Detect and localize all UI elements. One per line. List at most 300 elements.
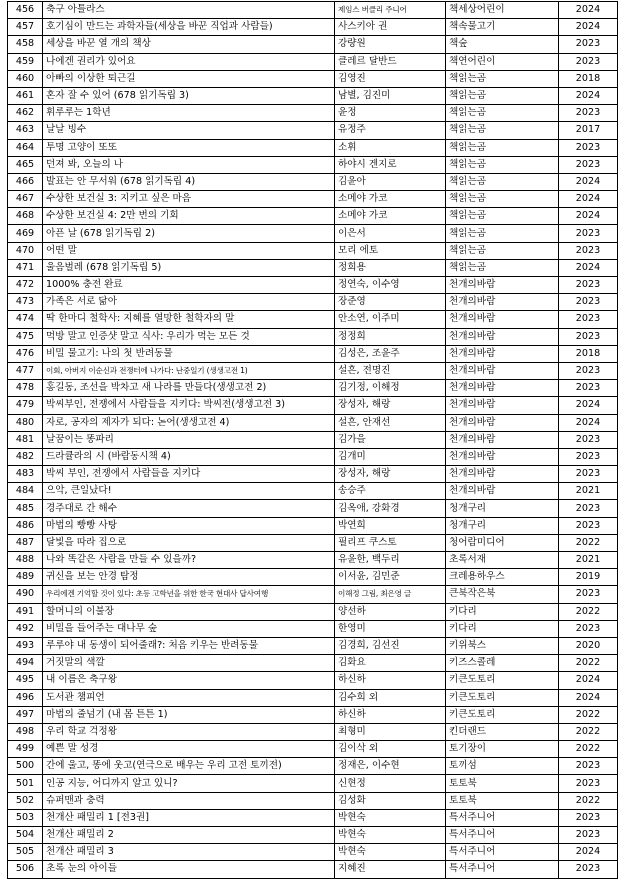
book-title-cell: 귀신을 보는 안경 탐정 bbox=[43, 569, 335, 586]
table-row bbox=[8, 225, 618, 242]
book-title-cell: 비밀을 들어주는 대나무 숲 bbox=[43, 620, 335, 637]
year-cell: 2023 bbox=[559, 242, 618, 259]
table-row bbox=[8, 844, 618, 861]
publisher-cell: 청개구리 bbox=[446, 500, 559, 517]
author-cell: 정연숙, 이수영 bbox=[335, 277, 446, 294]
book-title-cell: 거짓말의 색깔 bbox=[43, 655, 335, 672]
row-number-cell: 498 bbox=[8, 723, 43, 740]
author-cell: 사스키아 권 bbox=[335, 19, 446, 36]
row-number-cell: 488 bbox=[8, 552, 43, 569]
year-cell: 2023 bbox=[559, 380, 618, 397]
publisher-cell: 큰북작은북 bbox=[446, 586, 559, 603]
year-cell: 2023 bbox=[559, 586, 618, 603]
table-row bbox=[8, 517, 618, 534]
author-cell: 박연희 bbox=[335, 517, 446, 534]
author-cell: 안소연, 이주미 bbox=[335, 311, 446, 328]
table-row bbox=[8, 792, 618, 809]
row-number-cell: 502 bbox=[8, 792, 43, 809]
author-cell: 박현숙 bbox=[335, 809, 446, 826]
book-title-cell: 나와 똑같은 사람을 만들 수 있을까? bbox=[43, 552, 335, 569]
book-title-cell: 자로, 공자의 제자가 되다: 논어(생생고전 4) bbox=[43, 414, 335, 431]
author-cell: 하신하 bbox=[335, 672, 446, 689]
author-cell: 모리 에토 bbox=[335, 242, 446, 259]
publisher-cell: 토토북 bbox=[446, 775, 559, 792]
row-number-cell: 472 bbox=[8, 277, 43, 294]
table-row bbox=[8, 758, 618, 775]
row-number-cell: 467 bbox=[8, 191, 43, 208]
row-number-cell: 489 bbox=[8, 569, 43, 586]
year-cell: 2023 bbox=[559, 53, 618, 70]
year-cell: 2018 bbox=[559, 70, 618, 87]
year-cell: 2022 bbox=[559, 706, 618, 723]
row-number-cell: 474 bbox=[8, 311, 43, 328]
book-title-cell: 1000% 충전 완료 bbox=[43, 277, 335, 294]
author-cell: 정희용 bbox=[335, 259, 446, 276]
book-title-cell: 혼자 잘 수 있어 (678 읽기독립 3) bbox=[43, 87, 335, 104]
author-cell: 장성자, 해랑 bbox=[335, 466, 446, 483]
table-row bbox=[8, 397, 618, 414]
row-number-cell: 469 bbox=[8, 225, 43, 242]
publisher-cell: 천개의바람 bbox=[446, 294, 559, 311]
book-title-cell: 할머니의 이불장 bbox=[43, 603, 335, 620]
row-number-cell: 496 bbox=[8, 689, 43, 706]
publisher-cell: 키위북스 bbox=[446, 637, 559, 654]
year-cell: 2022 bbox=[559, 603, 618, 620]
publisher-cell: 책읽는곰 bbox=[446, 191, 559, 208]
publisher-cell: 키즈스콜레 bbox=[446, 655, 559, 672]
year-cell: 2022 bbox=[559, 723, 618, 740]
row-number-cell: 482 bbox=[8, 448, 43, 465]
table-row bbox=[8, 706, 618, 723]
book-title-cell: 날날 빙수 bbox=[43, 122, 335, 139]
table-row bbox=[8, 552, 618, 569]
publisher-cell: 토기장이 bbox=[446, 741, 559, 758]
publisher-cell: 천개의바람 bbox=[446, 397, 559, 414]
publisher-cell: 책읽는곰 bbox=[446, 173, 559, 190]
book-title-cell: 휘루루는 1학년 bbox=[43, 105, 335, 122]
table-row bbox=[8, 569, 618, 586]
book-title-cell: 천개산 패밀리 3 bbox=[43, 844, 335, 861]
row-number-cell: 499 bbox=[8, 741, 43, 758]
year-cell: 2023 bbox=[559, 620, 618, 637]
year-cell: 2024 bbox=[559, 19, 618, 36]
publisher-cell: 천개의바람 bbox=[446, 311, 559, 328]
book-title-cell: 수상한 보건실 4: 2만 번의 기회 bbox=[43, 208, 335, 225]
author-cell: 하야시 겐지로 bbox=[335, 156, 446, 173]
year-cell: 2023 bbox=[559, 139, 618, 156]
table-row bbox=[8, 70, 618, 87]
book-title-cell: 어떤 말 bbox=[43, 242, 335, 259]
table-row bbox=[8, 500, 618, 517]
row-number-cell: 500 bbox=[8, 758, 43, 775]
publisher-cell: 책세상어린이 bbox=[446, 2, 559, 19]
row-number-cell: 468 bbox=[8, 208, 43, 225]
row-number-cell: 479 bbox=[8, 397, 43, 414]
row-number-cell: 497 bbox=[8, 706, 43, 723]
table-row bbox=[8, 672, 618, 689]
row-number-cell: 460 bbox=[8, 70, 43, 87]
row-number-cell: 504 bbox=[8, 827, 43, 844]
row-number-cell: 473 bbox=[8, 294, 43, 311]
book-title-cell: 내 이름은 축구왕 bbox=[43, 672, 335, 689]
book-list-body bbox=[8, 2, 618, 879]
book-title-cell: 울음벌레 (678 읽기독립 5) bbox=[43, 259, 335, 276]
author-cell: 김개미 bbox=[335, 448, 446, 465]
publisher-cell: 책읽는곰 bbox=[446, 242, 559, 259]
year-cell: 2023 bbox=[559, 448, 618, 465]
year-cell: 2024 bbox=[559, 87, 618, 104]
publisher-cell: 천개의바람 bbox=[446, 431, 559, 448]
row-number-cell: 487 bbox=[8, 534, 43, 551]
book-list-table bbox=[7, 1, 618, 879]
table-row bbox=[8, 534, 618, 551]
year-cell: 2024 bbox=[559, 259, 618, 276]
year-cell: 2023 bbox=[559, 827, 618, 844]
row-number-cell: 492 bbox=[8, 620, 43, 637]
publisher-cell: 키다리 bbox=[446, 620, 559, 637]
table-row bbox=[8, 259, 618, 276]
publisher-cell: 책속물고기 bbox=[446, 19, 559, 36]
book-title-cell: 가족은 서로 닮아 bbox=[43, 294, 335, 311]
row-number-cell: 478 bbox=[8, 380, 43, 397]
row-number-cell: 471 bbox=[8, 259, 43, 276]
author-cell: 소메야 가코 bbox=[335, 191, 446, 208]
year-cell: 2023 bbox=[559, 328, 618, 345]
row-number-cell: 486 bbox=[8, 517, 43, 534]
book-title-cell: 박씨 부인, 전쟁에서 사람들을 지키다 bbox=[43, 466, 335, 483]
year-cell: 2024 bbox=[559, 844, 618, 861]
publisher-cell: 책읽는곰 bbox=[446, 87, 559, 104]
book-title-cell: 호기심이 만드는 과학자들(세상을 바꾼 직업과 사람들) bbox=[43, 19, 335, 36]
table-row bbox=[8, 345, 618, 362]
table-row bbox=[8, 139, 618, 156]
year-cell: 2023 bbox=[559, 861, 618, 878]
row-number-cell: 463 bbox=[8, 122, 43, 139]
author-cell: 정정희 bbox=[335, 328, 446, 345]
table-row bbox=[8, 620, 618, 637]
table-row bbox=[8, 483, 618, 500]
author-cell: 김경희, 김선진 bbox=[335, 637, 446, 654]
book-title-cell: 마법의 빵빵 사탕 bbox=[43, 517, 335, 534]
year-cell: 2023 bbox=[559, 809, 618, 826]
book-title-cell: 투명 고양이 또또 bbox=[43, 139, 335, 156]
row-number-cell: 481 bbox=[8, 431, 43, 448]
book-title-cell: 슈퍼맨과 충력 bbox=[43, 792, 335, 809]
year-cell: 2018 bbox=[559, 345, 618, 362]
row-number-cell: 501 bbox=[8, 775, 43, 792]
year-cell: 2024 bbox=[559, 672, 618, 689]
year-cell: 2023 bbox=[559, 225, 618, 242]
publisher-cell: 천개의바람 bbox=[446, 448, 559, 465]
book-title-cell: 먹방 말고 인증샷 말고 식사: 우리가 먹는 모든 것 bbox=[43, 328, 335, 345]
table-row bbox=[8, 53, 618, 70]
publisher-cell: 키큰도토리 bbox=[446, 706, 559, 723]
author-cell: 최형미 bbox=[335, 723, 446, 740]
table-row bbox=[8, 122, 618, 139]
table-row bbox=[8, 105, 618, 122]
author-cell: 김성화 bbox=[335, 792, 446, 809]
year-cell: 2023 bbox=[559, 500, 618, 517]
row-number-cell: 494 bbox=[8, 655, 43, 672]
row-number-cell: 505 bbox=[8, 844, 43, 861]
year-cell: 2022 bbox=[559, 655, 618, 672]
publisher-cell: 키큰도토리 bbox=[446, 689, 559, 706]
author-cell: 정재은, 이수현 bbox=[335, 758, 446, 775]
book-title-cell: 세상을 바꾼 열 개의 책상 bbox=[43, 36, 335, 53]
table-row bbox=[8, 827, 618, 844]
year-cell: 2024 bbox=[559, 689, 618, 706]
table-row bbox=[8, 775, 618, 792]
publisher-cell: 천개의바람 bbox=[446, 414, 559, 431]
book-title-cell: 달빛을 따라 집으로 bbox=[43, 534, 335, 551]
book-title-cell: 루루야 내 동생이 되어줄래?: 처음 키우는 반려동물 bbox=[43, 637, 335, 654]
table-row bbox=[8, 741, 618, 758]
year-cell: 2023 bbox=[559, 156, 618, 173]
publisher-cell: 책읽는곰 bbox=[446, 208, 559, 225]
table-row bbox=[8, 466, 618, 483]
table-row bbox=[8, 191, 618, 208]
author-cell: 김옥애, 강화경 bbox=[335, 500, 446, 517]
author-cell: 김윤아 bbox=[335, 173, 446, 190]
book-title-cell: 으악, 큰일났다! bbox=[43, 483, 335, 500]
row-number-cell: 495 bbox=[8, 672, 43, 689]
publisher-cell: 천개의바람 bbox=[446, 380, 559, 397]
author-cell: 김성은, 조윤주 bbox=[335, 345, 446, 362]
publisher-cell: 천개의바람 bbox=[446, 362, 559, 379]
publisher-cell: 책읽는곰 bbox=[446, 156, 559, 173]
book-title-cell: 경주대로 간 해수 bbox=[43, 500, 335, 517]
row-number-cell: 483 bbox=[8, 466, 43, 483]
year-cell: 2023 bbox=[559, 362, 618, 379]
author-cell: 설흔, 전명진 bbox=[335, 362, 446, 379]
author-cell: 소휘 bbox=[335, 139, 446, 156]
publisher-cell: 특서주니어 bbox=[446, 809, 559, 826]
book-title-cell: 딱 한마디 철학사: 지혜를 열망한 철학자의 말 bbox=[43, 311, 335, 328]
author-cell: 강량원 bbox=[335, 36, 446, 53]
table-row bbox=[8, 19, 618, 36]
book-title-cell: 나에겐 권리가 있어요 bbox=[43, 53, 335, 70]
publisher-cell: 토토북 bbox=[446, 792, 559, 809]
publisher-cell: 천개의바람 bbox=[446, 466, 559, 483]
author-cell: 박현숙 bbox=[335, 827, 446, 844]
row-number-cell: 466 bbox=[8, 173, 43, 190]
book-title-cell: 초록 눈의 아이들 bbox=[43, 861, 335, 878]
author-cell: 김화요 bbox=[335, 655, 446, 672]
table-row bbox=[8, 637, 618, 654]
book-title-cell: 이회, 아버지 이순신과 전쟁터에 나가다: 난중일기 (생생고전 1) bbox=[43, 362, 335, 379]
author-cell: 송승주 bbox=[335, 483, 446, 500]
publisher-cell: 초록서재 bbox=[446, 552, 559, 569]
table-row bbox=[8, 208, 618, 225]
row-number-cell: 490 bbox=[8, 586, 43, 603]
publisher-cell: 책연어린이 bbox=[446, 53, 559, 70]
publisher-cell: 책읽는곰 bbox=[446, 139, 559, 156]
year-cell: 2023 bbox=[559, 775, 618, 792]
year-cell: 2023 bbox=[559, 294, 618, 311]
year-cell: 2023 bbox=[559, 517, 618, 534]
year-cell: 2021 bbox=[559, 552, 618, 569]
publisher-cell: 청개구리 bbox=[446, 517, 559, 534]
row-number-cell: 465 bbox=[8, 156, 43, 173]
author-cell: 박현숙 bbox=[335, 844, 446, 861]
book-title-cell: 간에 울고, 똥에 웃고(연극으로 배우는 우리 고전 토끼전) bbox=[43, 758, 335, 775]
table-row bbox=[8, 362, 618, 379]
author-cell: 설흔, 안재선 bbox=[335, 414, 446, 431]
row-number-cell: 493 bbox=[8, 637, 43, 654]
author-cell: 남별, 김진미 bbox=[335, 87, 446, 104]
book-title-cell: 천개산 패밀리 1 [전3권] bbox=[43, 809, 335, 826]
table-row bbox=[8, 603, 618, 620]
book-title-cell: 홍길동, 조선을 박차고 새 나라를 만들다(생생고전 2) bbox=[43, 380, 335, 397]
table-row bbox=[8, 380, 618, 397]
publisher-cell: 특서주니어 bbox=[446, 827, 559, 844]
table-row bbox=[8, 328, 618, 345]
table-row bbox=[8, 242, 618, 259]
publisher-cell: 천개의바람 bbox=[446, 483, 559, 500]
book-title-cell: 드라큘라의 시 (바람동시책 4) bbox=[43, 448, 335, 465]
table-row bbox=[8, 2, 618, 19]
year-cell: 2024 bbox=[559, 397, 618, 414]
publisher-cell: 천개의바람 bbox=[446, 345, 559, 362]
row-number-cell: 484 bbox=[8, 483, 43, 500]
year-cell: 2023 bbox=[559, 277, 618, 294]
book-title-cell: 발표는 안 무서워 (678 읽기독립 4) bbox=[43, 173, 335, 190]
row-number-cell: 503 bbox=[8, 809, 43, 826]
book-title-cell: 박씨부인, 전쟁에서 사람들을 지키다: 박씨전(생생고전 3) bbox=[43, 397, 335, 414]
publisher-cell: 책읽는곰 bbox=[446, 122, 559, 139]
publisher-cell: 청어람미디어 bbox=[446, 534, 559, 551]
year-cell: 2017 bbox=[559, 122, 618, 139]
book-title-cell: 예쁜 말 성경 bbox=[43, 741, 335, 758]
year-cell: 2023 bbox=[559, 311, 618, 328]
year-cell: 2024 bbox=[559, 191, 618, 208]
table-row bbox=[8, 156, 618, 173]
table-row bbox=[8, 448, 618, 465]
table-row bbox=[8, 311, 618, 328]
year-cell: 2024 bbox=[559, 2, 618, 19]
year-cell: 2022 bbox=[559, 741, 618, 758]
author-cell: 장준영 bbox=[335, 294, 446, 311]
author-cell: 클레르 달반드 bbox=[335, 53, 446, 70]
table-row bbox=[8, 36, 618, 53]
book-title-cell: 마법의 줄넘기 (내 몸 튼튼 1) bbox=[43, 706, 335, 723]
author-cell: 하신하 bbox=[335, 706, 446, 723]
author-cell: 이해정 그림, 최은영 글 bbox=[335, 586, 446, 603]
author-cell: 소메야 가코 bbox=[335, 208, 446, 225]
row-number-cell: 480 bbox=[8, 414, 43, 431]
book-title-cell: 던져 봐, 오늘의 나 bbox=[43, 156, 335, 173]
row-number-cell: 475 bbox=[8, 328, 43, 345]
year-cell: 2023 bbox=[559, 36, 618, 53]
publisher-cell: 천개의바람 bbox=[446, 277, 559, 294]
author-cell: 유윤한, 백두리 bbox=[335, 552, 446, 569]
year-cell: 2024 bbox=[559, 414, 618, 431]
table-row bbox=[8, 809, 618, 826]
book-title-cell: 아픈 날 (678 읽기독립 2) bbox=[43, 225, 335, 242]
table-row bbox=[8, 277, 618, 294]
table-row bbox=[8, 861, 618, 878]
author-cell: 양선하 bbox=[335, 603, 446, 620]
table-row bbox=[8, 431, 618, 448]
book-title-cell: 아빠의 이상한 퇴근길 bbox=[43, 70, 335, 87]
year-cell: 2019 bbox=[559, 569, 618, 586]
table-row bbox=[8, 586, 618, 603]
publisher-cell: 킨더랜드 bbox=[446, 723, 559, 740]
author-cell: 김영진 bbox=[335, 70, 446, 87]
year-cell: 2022 bbox=[559, 792, 618, 809]
publisher-cell: 천개의바람 bbox=[446, 328, 559, 345]
author-cell: 유정주 bbox=[335, 122, 446, 139]
book-title-cell: 수상한 보건실 3: 지키고 싶은 마음 bbox=[43, 191, 335, 208]
publisher-cell: 크레용하우스 bbox=[446, 569, 559, 586]
publisher-cell: 키다리 bbox=[446, 603, 559, 620]
year-cell: 2022 bbox=[559, 534, 618, 551]
book-title-cell: 우리에겐 기억할 것이 있다: 초등 고학년을 위한 한국 현대사 답사여행 bbox=[43, 586, 335, 603]
publisher-cell: 책읽는곰 bbox=[446, 225, 559, 242]
author-cell: 김이삭 외 bbox=[335, 741, 446, 758]
author-cell: 이은서 bbox=[335, 225, 446, 242]
row-number-cell: 506 bbox=[8, 861, 43, 878]
publisher-cell: 책읽는곰 bbox=[446, 70, 559, 87]
author-cell: 이서윤, 김민준 bbox=[335, 569, 446, 586]
row-number-cell: 491 bbox=[8, 603, 43, 620]
publisher-cell: 책숲 bbox=[446, 36, 559, 53]
author-cell: 윤정 bbox=[335, 105, 446, 122]
row-number-cell: 477 bbox=[8, 362, 43, 379]
row-number-cell: 459 bbox=[8, 53, 43, 70]
row-number-cell: 456 bbox=[8, 2, 43, 19]
table-row bbox=[8, 87, 618, 104]
publisher-cell: 특서주니어 bbox=[446, 844, 559, 861]
table-row bbox=[8, 723, 618, 740]
table-row bbox=[8, 414, 618, 431]
year-cell: 2024 bbox=[559, 208, 618, 225]
year-cell: 2023 bbox=[559, 466, 618, 483]
publisher-cell: 토끼섬 bbox=[446, 758, 559, 775]
row-number-cell: 458 bbox=[8, 36, 43, 53]
book-title-cell: 날꿈이는 똥파리 bbox=[43, 431, 335, 448]
row-number-cell: 462 bbox=[8, 105, 43, 122]
publisher-cell: 책읽는곰 bbox=[446, 105, 559, 122]
book-title-cell: 축구 아틀라스 bbox=[43, 2, 335, 19]
book-title-cell: 인공 지능, 어디까지 알고 있니? bbox=[43, 775, 335, 792]
year-cell: 2023 bbox=[559, 105, 618, 122]
table-row bbox=[8, 173, 618, 190]
row-number-cell: 457 bbox=[8, 19, 43, 36]
author-cell: 김기정, 이해정 bbox=[335, 380, 446, 397]
book-title-cell: 천개산 패밀리 2 bbox=[43, 827, 335, 844]
book-title-cell: 우리 학교 걱정왕 bbox=[43, 723, 335, 740]
author-cell: 지혜진 bbox=[335, 861, 446, 878]
row-number-cell: 476 bbox=[8, 345, 43, 362]
author-cell: 필리프 쿠스토 bbox=[335, 534, 446, 551]
publisher-cell: 책읽는곰 bbox=[446, 259, 559, 276]
book-title-cell: 도서관 챔피언 bbox=[43, 689, 335, 706]
year-cell: 2023 bbox=[559, 431, 618, 448]
author-cell: 장성자, 해랑 bbox=[335, 397, 446, 414]
table-row bbox=[8, 655, 618, 672]
year-cell: 2020 bbox=[559, 637, 618, 654]
author-cell: 신현정 bbox=[335, 775, 446, 792]
book-title-cell: 비밀 물고기: 나의 첫 반려동물 bbox=[43, 345, 335, 362]
row-number-cell: 470 bbox=[8, 242, 43, 259]
publisher-cell: 키큰도토리 bbox=[446, 672, 559, 689]
author-cell: 한영미 bbox=[335, 620, 446, 637]
author-cell: 김가을 bbox=[335, 431, 446, 448]
author-cell: 제임스 버클리 주니어 bbox=[335, 2, 446, 19]
author-cell: 김수희 외 bbox=[335, 689, 446, 706]
year-cell: 2023 bbox=[559, 758, 618, 775]
